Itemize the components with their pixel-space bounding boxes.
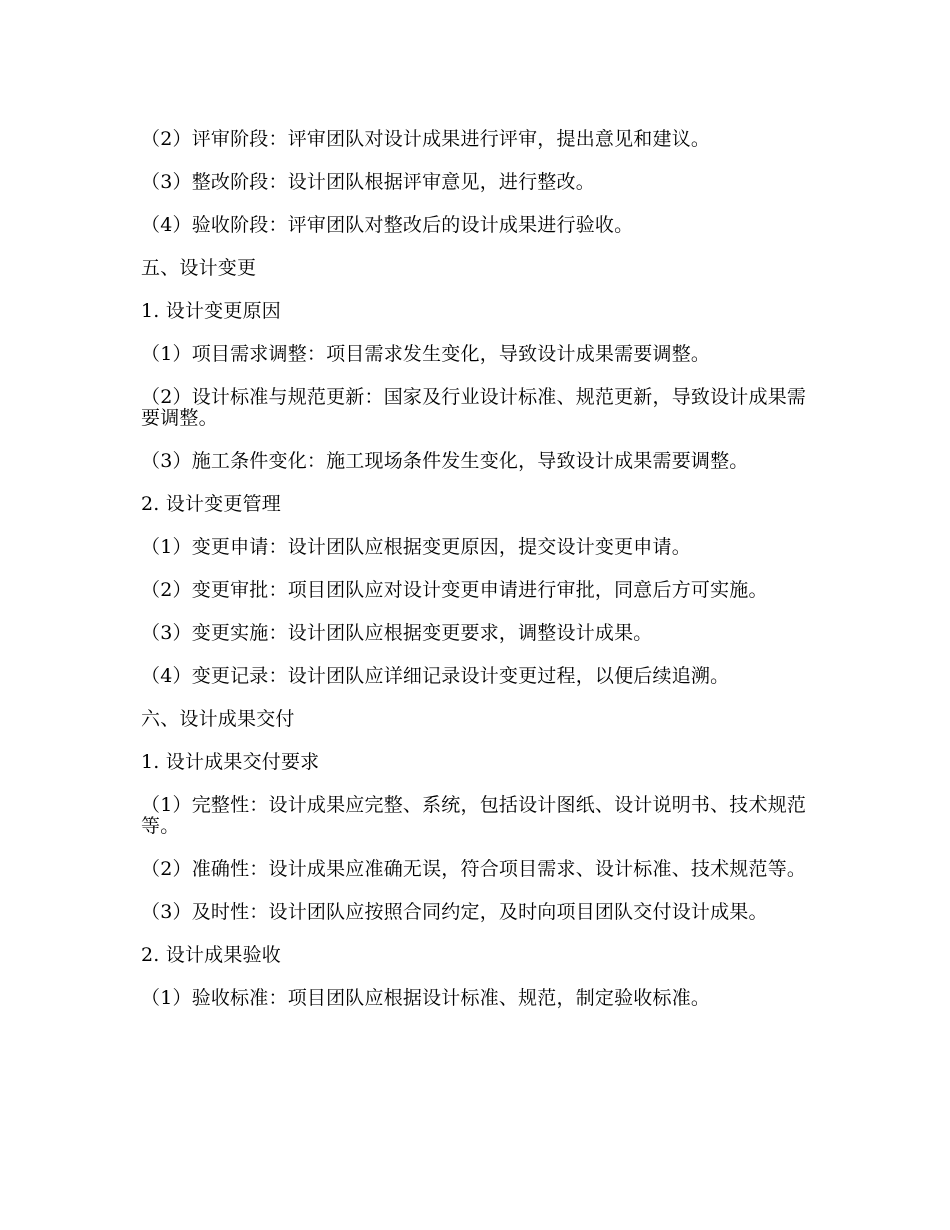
paragraph: （2）变更审批：项目团队应对设计变更申请进行审批，同意后方可实施。 (141, 579, 768, 601)
subsection-heading: 1. 设计成果交付要求 (141, 751, 320, 773)
section-heading: 五、设计变更 (141, 257, 257, 279)
paragraph: （1）变更申请：设计团队应根据变更原因，提交设计变更申请。 (141, 536, 691, 558)
paragraph: （4）变更记录：设计团队应详细记录设计变更过程，以便后续追溯。 (141, 665, 730, 687)
paragraph: （3）施工条件变化：施工现场条件发生变化，导致设计成果需要调整。 (141, 450, 749, 472)
paragraph: （1）完整性：设计成果应完整、系统，包括设计图纸、设计说明书、技术规范等。 (141, 794, 807, 837)
subsection-heading: 1. 设计变更原因 (141, 300, 281, 322)
subsection-heading: 2. 设计变更管理 (141, 493, 281, 515)
paragraph: （2）设计标准与规范更新：国家及行业设计标准、规范更新，导致设计成果需要调整。 (141, 386, 807, 429)
paragraph: （2）评审阶段：评审团队对设计成果进行评审，提出意见和建议。 (141, 128, 711, 150)
section-heading: 六、设计成果交付 (141, 708, 295, 730)
paragraph: （1）验收标准：项目团队应根据设计标准、规范，制定验收标准。 (141, 987, 711, 1009)
paragraph: （2）准确性：设计成果应准确无误，符合项目需求、设计标准、技术规范等。 (141, 858, 807, 880)
subsection-heading: 2. 设计成果验收 (141, 944, 281, 966)
paragraph: （3）变更实施：设计团队应根据变更要求，调整设计成果。 (141, 622, 653, 644)
paragraph: （1）项目需求调整：项目需求发生变化，导致设计成果需要调整。 (141, 343, 711, 365)
document-body (141, 129, 811, 1031)
paragraph: （3）及时性：设计团队应按照合同约定，及时向项目团队交付设计成果。 (141, 901, 768, 923)
paragraph: （4）验收阶段：评审团队对整改后的设计成果进行验收。 (141, 214, 634, 236)
paragraph: （3）整改阶段：设计团队根据评审意见，进行整改。 (141, 171, 595, 193)
